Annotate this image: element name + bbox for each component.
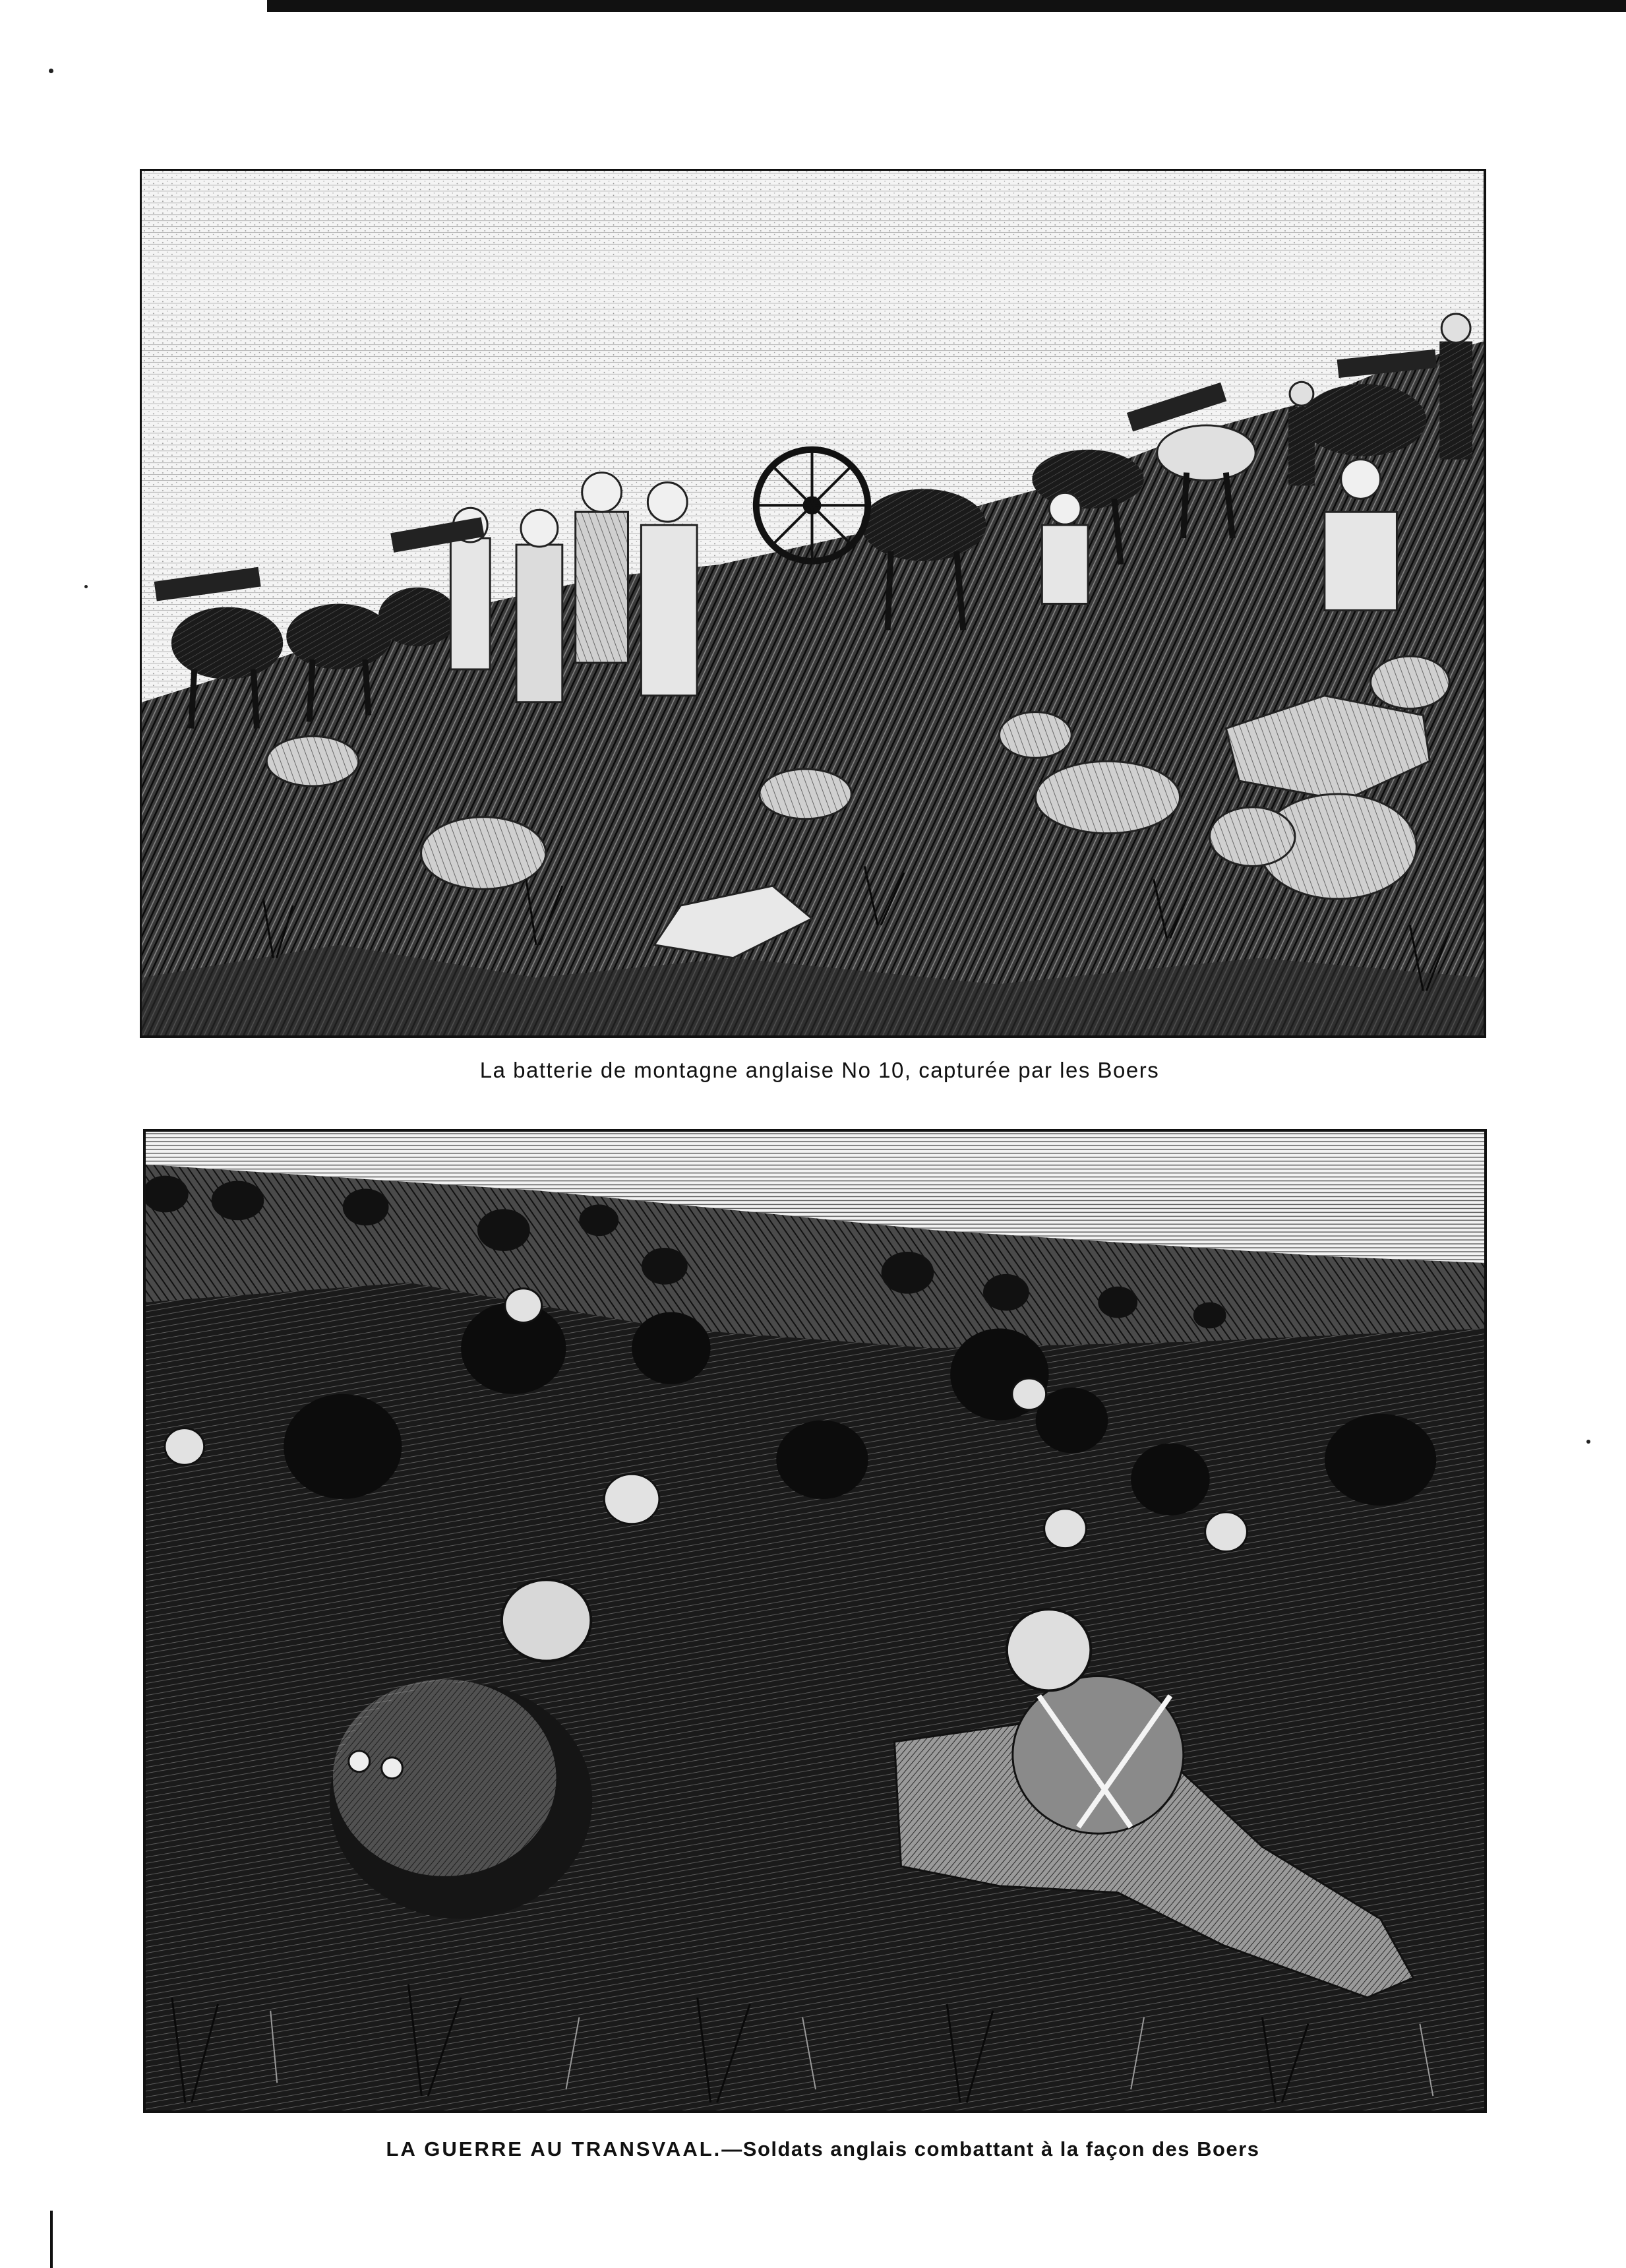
margin-speck — [84, 585, 88, 588]
bottom-plate-caption — [0, 2137, 1626, 2161]
margin-speck — [1586, 1440, 1590, 1444]
soldiers-prone-engraving — [143, 1129, 1487, 2113]
caption-series-title: LA GUERRE AU TRANSVAAL. — [386, 2137, 722, 2161]
mountain-battery-engraving — [140, 169, 1486, 1038]
margin-mark — [50, 2211, 53, 2268]
top-rule — [267, 0, 1626, 12]
margin-speck — [49, 69, 53, 73]
caption-description: —Soldats anglais combattant à la façon des Boers — [721, 2137, 1260, 2161]
top-plate-caption: La batterie de montagne anglaise No 10, capturée par les Boers — [479, 1058, 1160, 1082]
